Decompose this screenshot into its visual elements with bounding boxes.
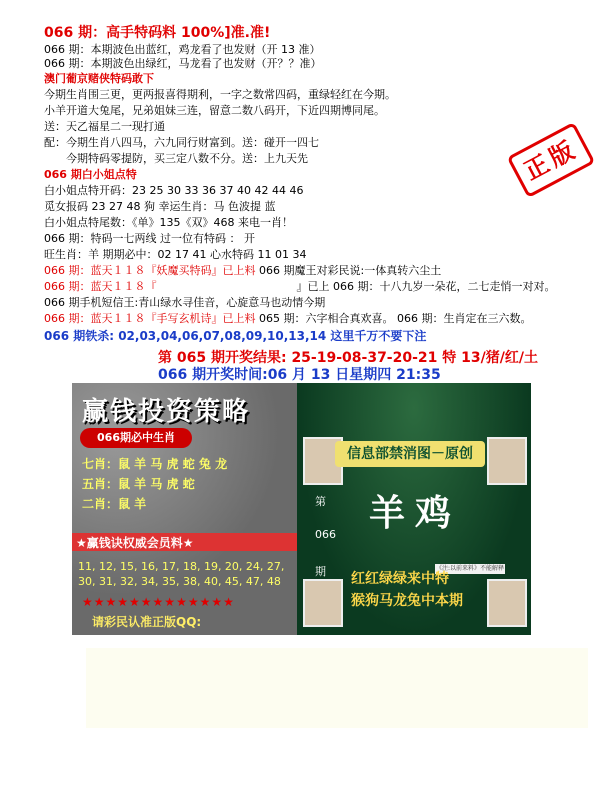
section3-line-2 xyxy=(44,280,556,294)
strategy-banner-badge: 066期必中生肖 xyxy=(80,428,192,448)
section1-line-4: 配：今期生肖八四马，六九同行财富到。送：碰开一四七 xyxy=(44,136,319,149)
section3-line-1-b: 066 期魔王对彩民说:一体真转六尘土 xyxy=(255,264,442,277)
verse-line-1: 红红绿绿来中特 xyxy=(351,571,449,587)
info-banner xyxy=(297,383,531,635)
member-title: ★赢钱诀权威会员料★ xyxy=(76,536,194,550)
section3-line-4 xyxy=(44,312,531,326)
strategy-row-5: 五肖：鼠 羊 马 虎 蛇 xyxy=(82,477,195,491)
header-line-1: 066 期：本期波色出蓝红，鸡龙看了也发财（开 13 准） xyxy=(44,43,321,56)
strategy-banner-title: 赢钱投资策略 xyxy=(82,397,251,427)
section1-line-3: 送：天乙福星二一现打通 xyxy=(44,120,165,133)
portrait-photo-3 xyxy=(303,579,343,627)
header-line-2: 066 期：本期波色出绿红，马龙看了也发财（开？？准） xyxy=(44,57,322,70)
page-title: 066 期：高手特码料 100%]准.准! xyxy=(44,25,271,41)
portrait-photo-4 xyxy=(487,579,527,627)
section2-line-3: 白小姐点特尾数：《单》135《双》468 来电一肖！ xyxy=(44,216,293,229)
section3-line-2-b: 』已上 066 期：十八九岁一朵花，二七走悄一对对。 xyxy=(296,280,556,293)
section1-line-2: 小羊开道大兔尾，兄弟姐妹三连，留意二数八码开，下近四期博同尾。 xyxy=(44,104,385,117)
portrait-photo-2 xyxy=(487,437,527,485)
section2-line-4: 066 期：特码一七两线 过一位有特码 ： 开 xyxy=(44,232,255,245)
draw-result: 第 065 期开奖结果: 25-19-08-37-20-21 特 13/猪/红/土 xyxy=(158,350,538,366)
section3-line-4-b: 065 期：六字相合真欢喜。 066 期：生肖定在三六数。 xyxy=(255,312,532,325)
next-draw-time: 066 期开奖时间:06 月 13 日星期四 21:35 xyxy=(158,367,441,383)
strategy-row-2: 二肖：鼠 羊 xyxy=(82,497,147,511)
period-number: 066 xyxy=(315,528,336,541)
section3-line-2-a: 066 期：蓝天１１８『 xyxy=(44,280,157,293)
section2-line-2: 觅女报码 23 27 48 狗 幸运生肖：马 色波提 蓝 xyxy=(44,200,276,213)
section1-line-5: 今期特码零提防，买三定八数不分。送：上九天先 xyxy=(66,152,308,165)
strategy-row-7: 七肖：鼠 羊 马 虎 蛇 兔 龙 xyxy=(82,457,228,471)
section2-title: 066 期白小姐点特 xyxy=(44,168,137,181)
period-label: 第 xyxy=(315,495,326,508)
verse-line-2: 猴狗马龙兔中本期 xyxy=(351,593,463,609)
kill-numbers: 066 期铁杀: 02,03,04,06,07,08,09,10,13,14 这里千万不要下注 xyxy=(44,329,427,343)
star-row: ★★★★★★★★★★★★★ xyxy=(82,595,235,609)
member-numbers: 11, 12, 15, 16, 17, 18, 19, 20, 24, 27, 30, 31, 32, 34, 35, 38, 40, 45, 47, 48 xyxy=(78,560,285,588)
section3-line-3: 066 期手机短信王:青山绿水寻佳音，心旋意马也动情今期 xyxy=(44,296,326,309)
footer-box xyxy=(86,648,588,728)
authentic-stamp: 正版 xyxy=(507,122,596,198)
period-end: 期 xyxy=(315,565,326,578)
strategy-banner xyxy=(72,383,297,635)
zodiac-pick: 羊鸡 xyxy=(369,492,462,534)
info-banner-title: 信息部禁消图－原创 xyxy=(335,441,485,467)
section1-line-1: 今期生肖围三更，更两报喜得期利，一字之数常四码，重绿轻红在今期。 xyxy=(44,88,396,101)
section2-line-1: 白小姐点特开码：23 25 30 33 36 37 40 42 44 46 xyxy=(44,184,304,197)
section3-line-1 xyxy=(44,264,441,278)
section3-line-1-a: 066 期：蓝天１１８『妖魔买特码』已上料 xyxy=(44,264,256,277)
section1-title: 澳门葡京赌侠特码敢下 xyxy=(44,72,154,85)
note-caption: 《注:以前来料》不能解释 xyxy=(435,565,505,572)
section2-line-5: 旺生肖：羊 期期必中：02 17 41 心水特码 11 01 34 xyxy=(44,248,307,261)
section3-line-4-a: 066 期：蓝天１１８『手写玄机诗』已上料 xyxy=(44,312,256,325)
qq-notice: 请彩民认准正版QQ: xyxy=(92,615,202,629)
